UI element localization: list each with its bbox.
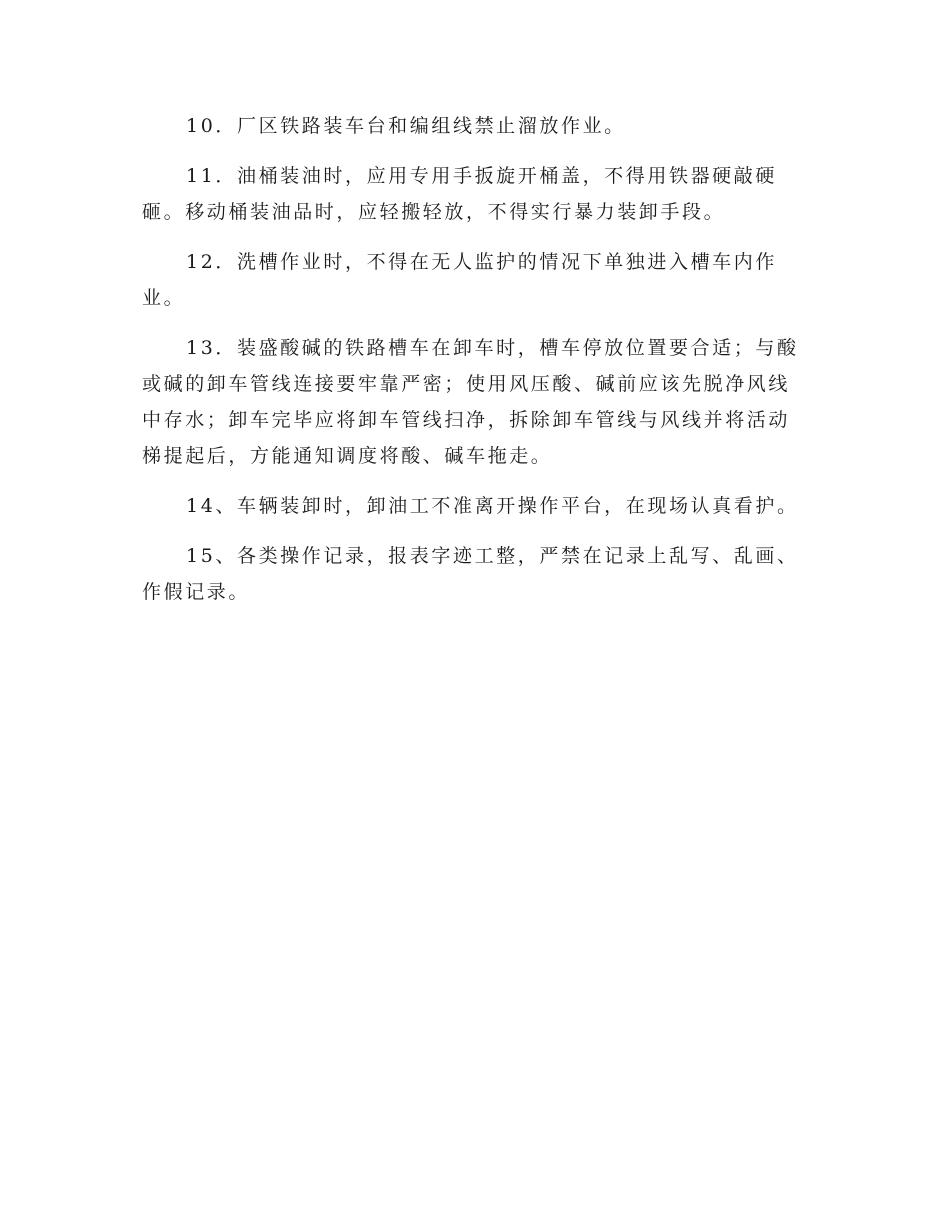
- paragraph-11: 11．油桶装油时，应用专用手扳旋开桶盖，不得用铁器硬敲硬 砸。移动桶装油品时，应轻搬轻放，不得实行暴力装卸手段。: [142, 165, 777, 223]
- paragraph-12: 12．洗槽作业时，不得在无人监护的情况下单独进入槽车内作 业。: [142, 251, 777, 309]
- paragraph-13: 13．装盛酸碱的铁路槽车在卸车时，槽车停放位置要合适；与酸 或碱的卸车管线连接要牢靠严密；使用风压酸、碱前应该先脱净风线 中存水；卸车完毕应将卸车管线扫净，拆除卸车管线与风线并将活动 梯提起后，方能通知调度将酸、碱车拖走。: [142, 337, 799, 467]
- paragraph-10: 10．厂区铁路装车台和编组线禁止溜放作业。: [186, 115, 626, 137]
- paragraph-14: 14、车辆装卸时，卸油工不准离开操作平台，在现场认真看护。: [186, 495, 799, 517]
- document-body: [142, 108, 802, 624]
- paragraph-15: 15、各类操作记录，报表字迹工整，严禁在记录上乱写、乱画、 作假记录。: [142, 545, 799, 603]
